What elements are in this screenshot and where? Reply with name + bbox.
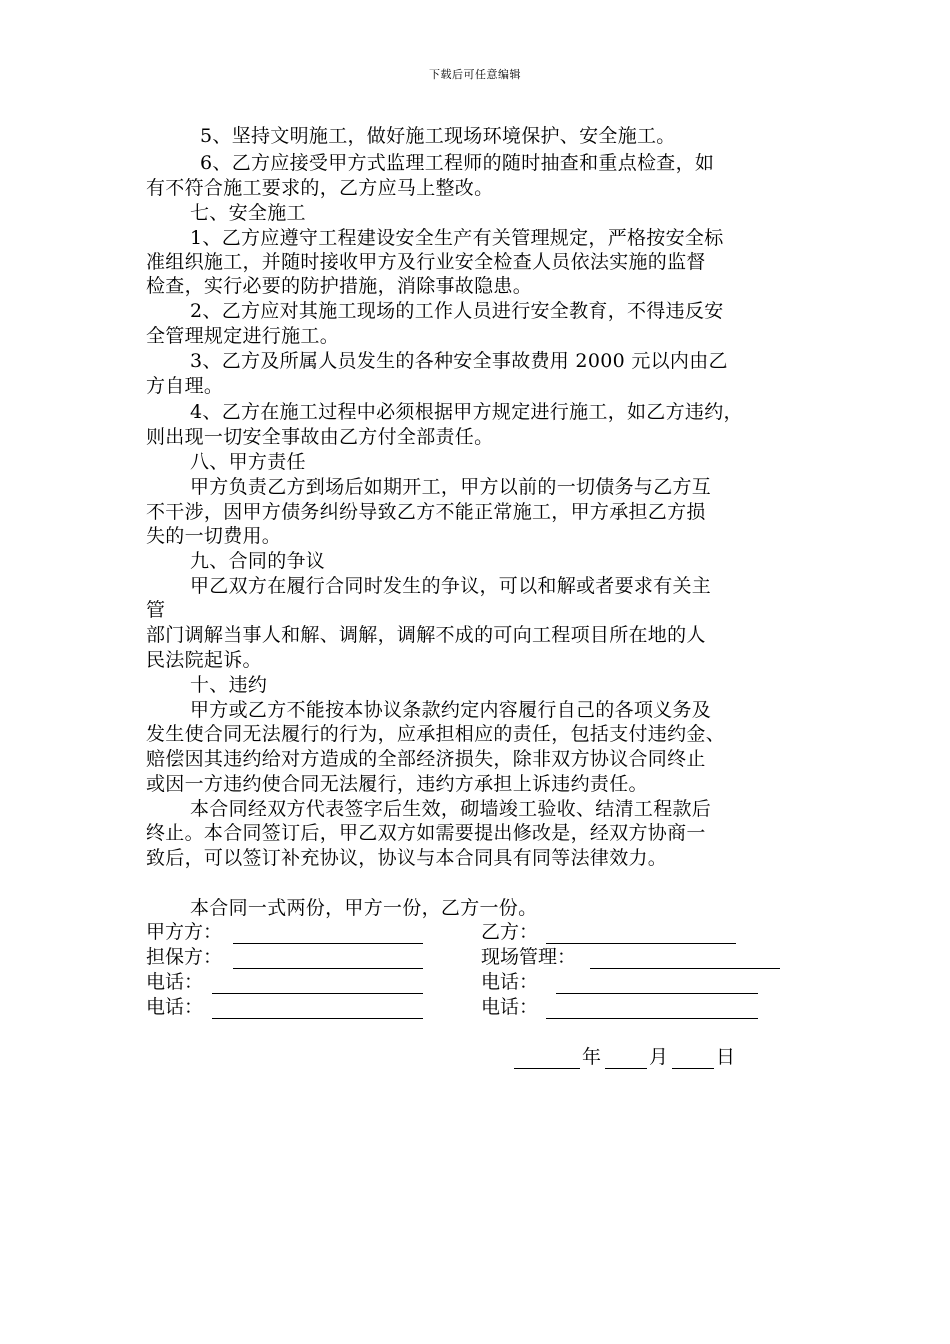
guarantor-label: 担保方： — [146, 946, 223, 968]
section-heading: 十、违约 — [190, 674, 268, 696]
phone-label: 电话： — [481, 971, 539, 993]
section-heading: 九、合同的争议 — [190, 550, 326, 572]
paragraph-line: 有不符合施工要求的，乙方应马上整改。 — [146, 177, 494, 199]
paragraph-line: 检查，实行必要的防护措施，消除事故隐患。 — [146, 275, 533, 297]
paragraph-line: 4、乙方在施工过程中必须根据甲方规定进行施工，如乙方违约， — [190, 401, 743, 423]
year-label: 年 — [582, 1046, 602, 1068]
phone-blank[interactable] — [212, 993, 423, 994]
party-a-label: 甲方方： — [146, 921, 223, 943]
site-manager-label: 现场管理： — [481, 946, 577, 968]
day-blank[interactable] — [672, 1068, 714, 1069]
paragraph-line: 不干涉，因甲方债务纠纷导致乙方不能正常施工，甲方承担乙方损 — [146, 501, 706, 523]
copies-note: 本合同一式两份，甲方一份，乙方一份。 — [190, 897, 538, 919]
paragraph-line: 终止。本合同签订后，甲乙双方如需要提出修改是，经双方协商一 — [146, 822, 706, 844]
paragraph-line: 全管理规定进行施工。 — [146, 325, 340, 347]
paragraph-line: 部门调解当事人和解、调解，调解不成的可向工程项目所在地的人 — [146, 624, 706, 646]
party-a-blank[interactable] — [233, 943, 423, 944]
page-header: 下载后可任意编辑 — [429, 68, 521, 81]
phone-label: 电话： — [146, 996, 204, 1018]
paragraph-line: 或因一方违约使合同无法履行，违约方承担上诉违约责任。 — [146, 773, 648, 795]
section-heading: 七、安全施工 — [190, 202, 306, 224]
site-manager-blank[interactable] — [590, 968, 780, 969]
paragraph-line: 本合同经双方代表签字后生效，砌墙竣工验收、结清工程款后 — [190, 798, 712, 820]
paragraph-line: 发生使合同无法履行的行为，应承担相应的责任，包括支付违约金、 — [146, 723, 726, 745]
phone-blank[interactable] — [546, 1018, 758, 1019]
paragraph-line: 失的一切费用。 — [146, 525, 282, 547]
month-label: 月 — [649, 1046, 669, 1068]
month-blank[interactable] — [605, 1068, 647, 1069]
paragraph-line: 则出现一切安全事故由乙方付全部责任。 — [146, 426, 494, 448]
paragraph-line: 甲乙双方在履行合同时发生的争议，可以和解或者要求有关主 — [190, 575, 712, 597]
paragraph-line: 甲方或乙方不能按本协议条款约定内容履行自己的各项义务及 — [190, 699, 712, 721]
year-blank[interactable] — [514, 1068, 580, 1069]
phone-label: 电话： — [481, 996, 539, 1018]
paragraph-line: 2、乙方应对其施工现场的工作人员进行安全教育，不得违反安 — [190, 300, 724, 322]
party-b-blank[interactable] — [546, 943, 736, 944]
paragraph-line: 6、乙方应接受甲方式监理工程师的随时抽查和重点检查，如 — [200, 152, 715, 174]
day-label: 日 — [716, 1046, 736, 1068]
paragraph-line: 赔偿因其违约给对方造成的全部经济损失，除非双方协议合同终止 — [146, 748, 706, 770]
paragraph-line: 管 — [146, 599, 166, 621]
phone-blank[interactable] — [212, 1018, 423, 1019]
paragraph-line: 致后，可以签订补充协议，协议与本合同具有同等法律效力。 — [146, 847, 668, 869]
paragraph-line: 方自理。 — [146, 375, 224, 397]
phone-blank[interactable] — [556, 993, 758, 994]
paragraph-line: 1、乙方应遵守工程建设安全生产有关管理规定，严格按安全标 — [190, 227, 724, 249]
paragraph-line: 民法院起诉。 — [146, 649, 262, 671]
paragraph-line: 5、坚持文明施工，做好施工现场环境保护、安全施工。 — [200, 125, 676, 147]
party-b-label: 乙方： — [481, 921, 539, 943]
guarantor-blank[interactable] — [233, 968, 423, 969]
paragraph-line: 甲方负责乙方到场后如期开工，甲方以前的一切债务与乙方互 — [190, 476, 712, 498]
section-heading: 八、甲方责任 — [190, 451, 306, 473]
paragraph-line: 准组织施工，并随时接收甲方及行业安全检查人员依法实施的监督 — [146, 251, 706, 273]
phone-label: 电话： — [146, 971, 204, 993]
paragraph-line: 3、乙方及所属人员发生的各种安全事故费用 2000 元以内由乙 — [190, 350, 728, 372]
